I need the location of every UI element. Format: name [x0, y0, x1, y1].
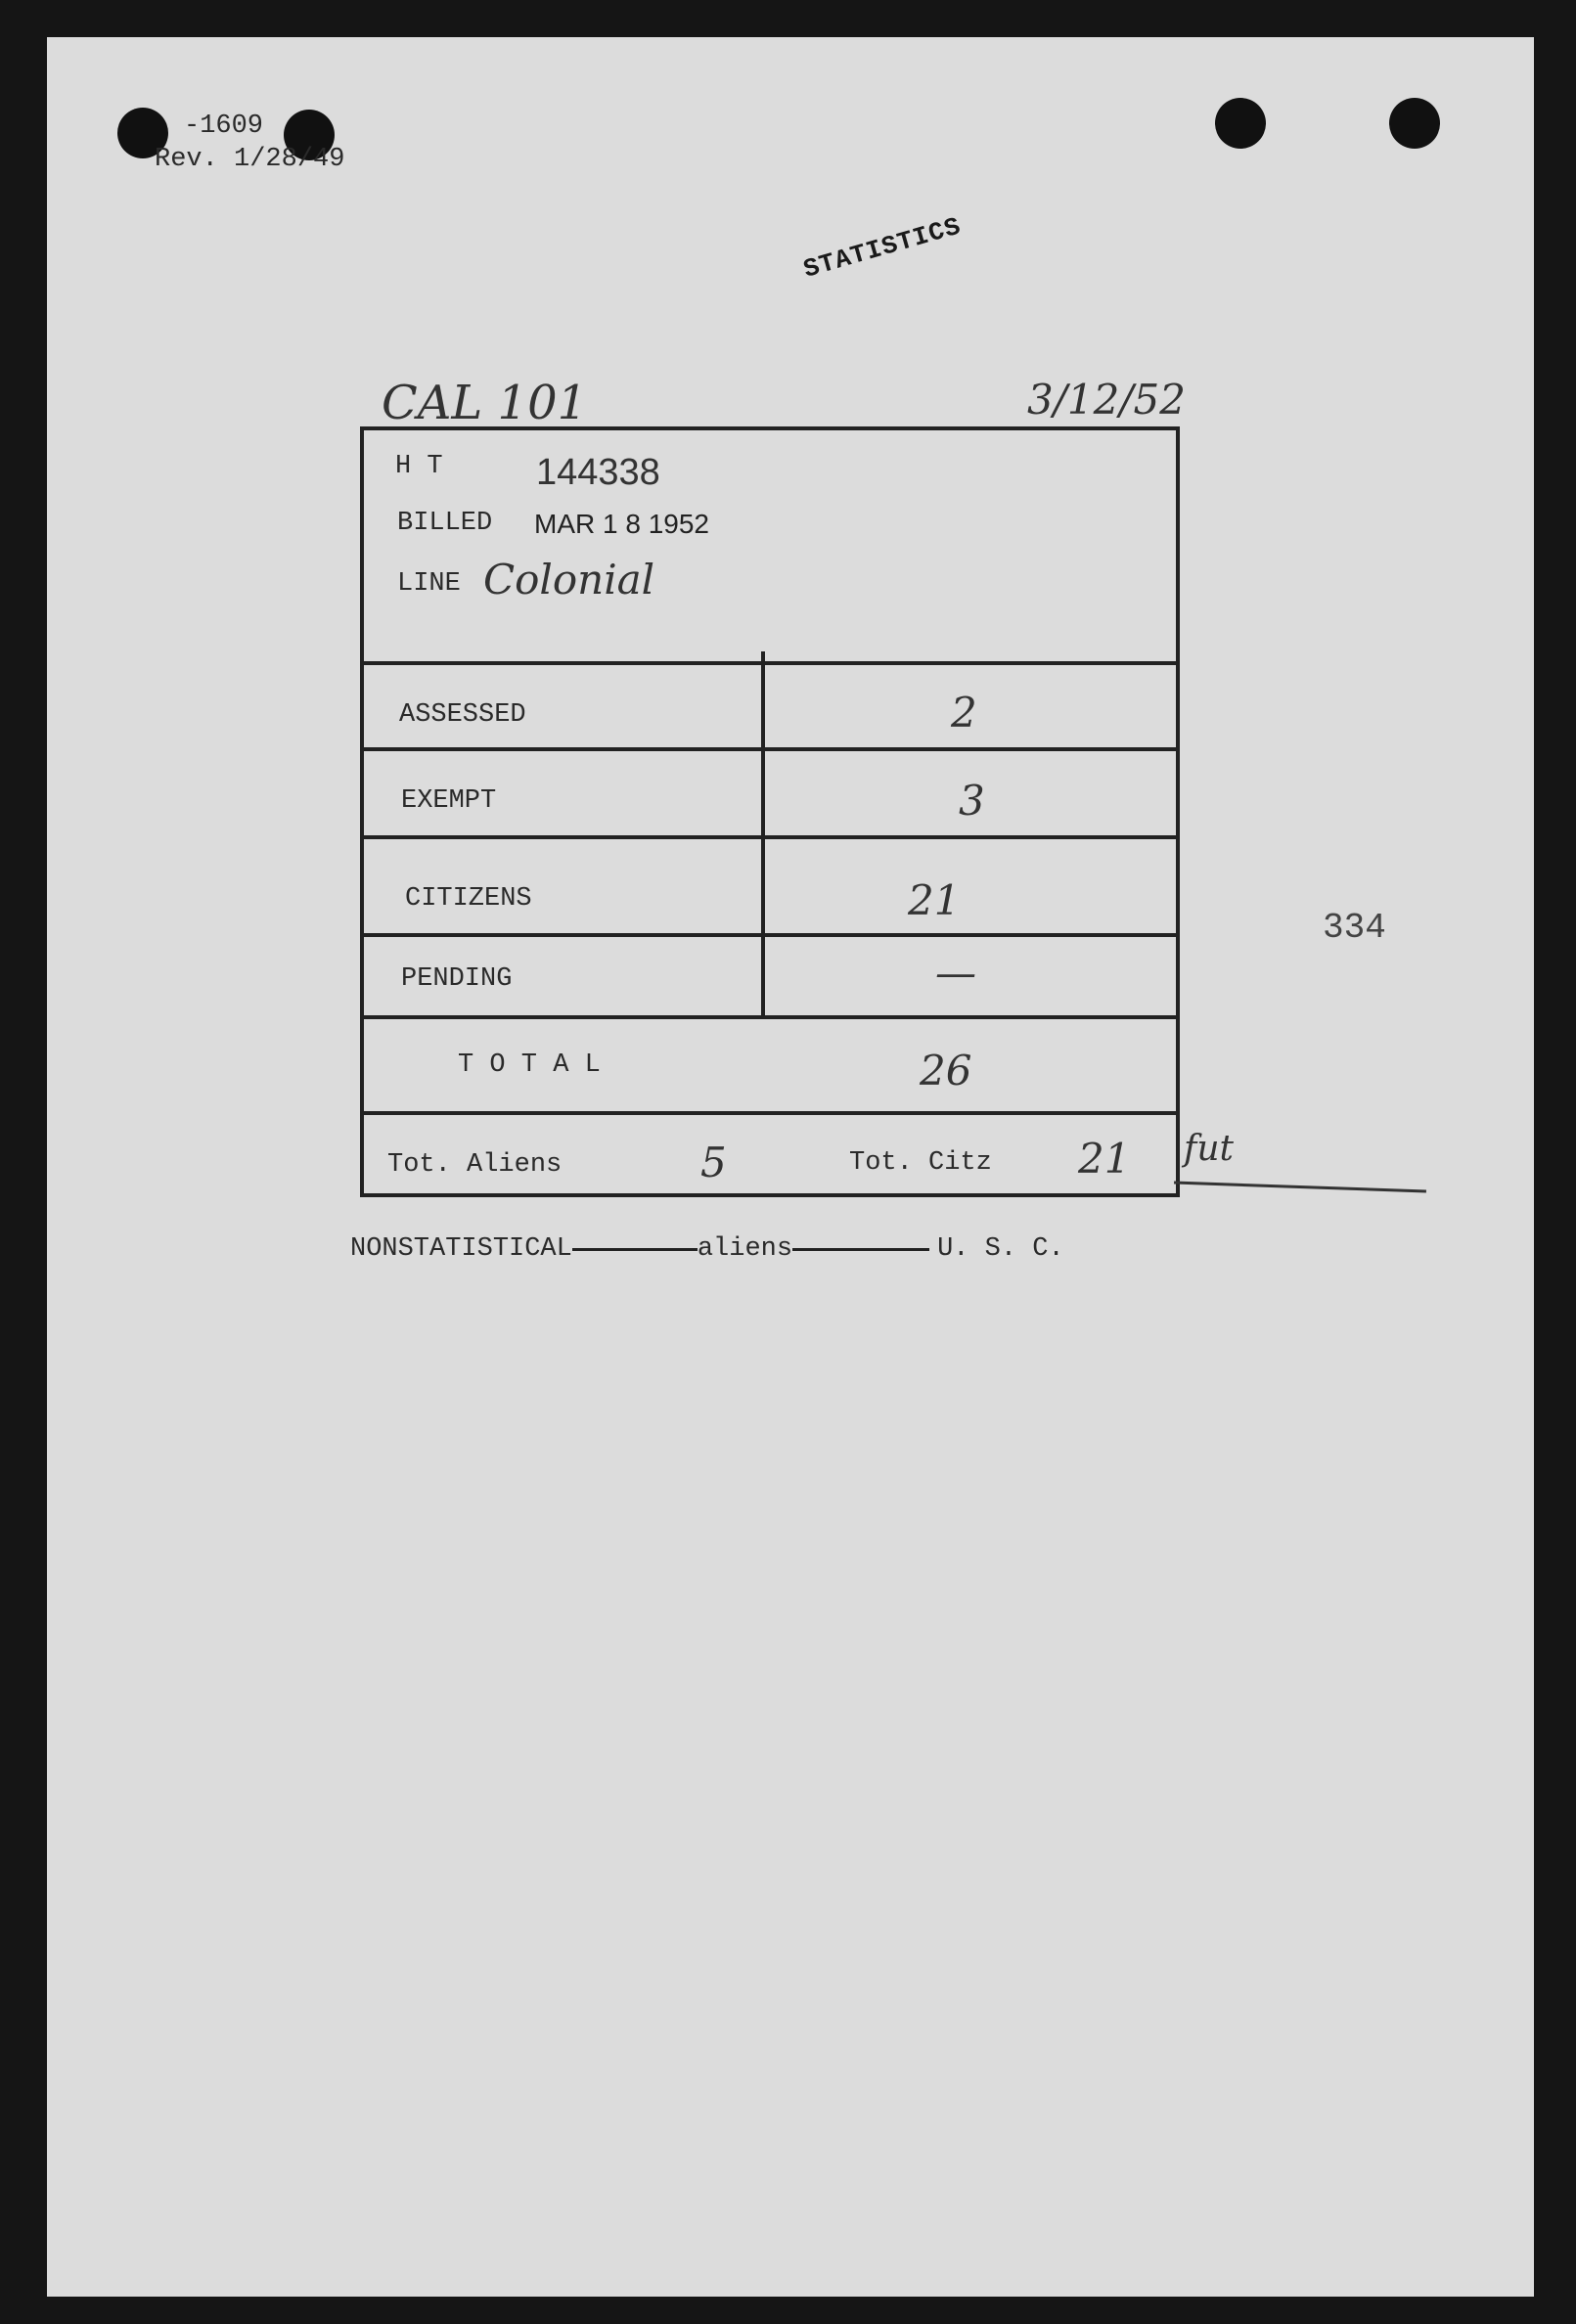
divider [364, 1111, 1176, 1115]
form-revision: Rev. 1/28/49 [155, 145, 345, 174]
total-value: 26 [920, 1047, 972, 1095]
row-label-exempt: EXEMPT [401, 786, 497, 816]
row-value-pending: — [935, 949, 976, 997]
row-value-exempt: 3 [959, 777, 985, 825]
total-citizens-value: 21 [1078, 1135, 1131, 1183]
total-aliens-value: 5 [700, 1139, 727, 1186]
divider [364, 661, 1176, 665]
line-label: LINE [397, 569, 461, 599]
handwritten-date: 3/12/52 [1027, 376, 1186, 424]
divider [364, 835, 1176, 839]
nonstatistical-line [350, 1234, 1064, 1264]
handwritten-code: CAL 101 [382, 376, 588, 430]
usc-label: U. S. C. [937, 1234, 1064, 1264]
form-code [155, 110, 344, 176]
aliens-blank [572, 1248, 698, 1251]
aliens-label: aliens [697, 1234, 793, 1264]
row-label-pending: PENDING [401, 964, 513, 994]
divider [364, 747, 1176, 751]
total-aliens-label: Tot. Aliens [387, 1150, 563, 1180]
total-citizens-label: Tot. Citz [849, 1148, 992, 1178]
row-label-assessed: ASSESSED [399, 700, 526, 730]
row-label-citizens: CITIZENS [405, 884, 532, 914]
ht-value: 144338 [536, 452, 660, 493]
usc-blank [792, 1248, 929, 1251]
punch-hole-right-1 [1215, 98, 1266, 149]
nonstatistical-label: NONSTATISTICAL [350, 1234, 572, 1264]
handwritten-initials: fut [1184, 1129, 1234, 1169]
statistics-stamp: STATISTICS [800, 211, 965, 285]
punch-hole-right-2 [1389, 98, 1440, 149]
ht-label: H T [395, 452, 443, 481]
margin-number: 334 [1323, 908, 1386, 948]
form-number: -1609 [184, 112, 264, 141]
row-value-citizens: 21 [908, 876, 961, 924]
line-value: Colonial [483, 556, 655, 603]
divider [364, 1015, 1176, 1019]
divider [364, 933, 1176, 937]
column-divider [761, 651, 765, 1017]
billed-date-stamp: MAR 1 8 1952 [534, 509, 709, 539]
billed-label: BILLED [397, 509, 493, 538]
row-value-assessed: 2 [951, 689, 977, 737]
total-label: T O T A L [458, 1050, 601, 1080]
